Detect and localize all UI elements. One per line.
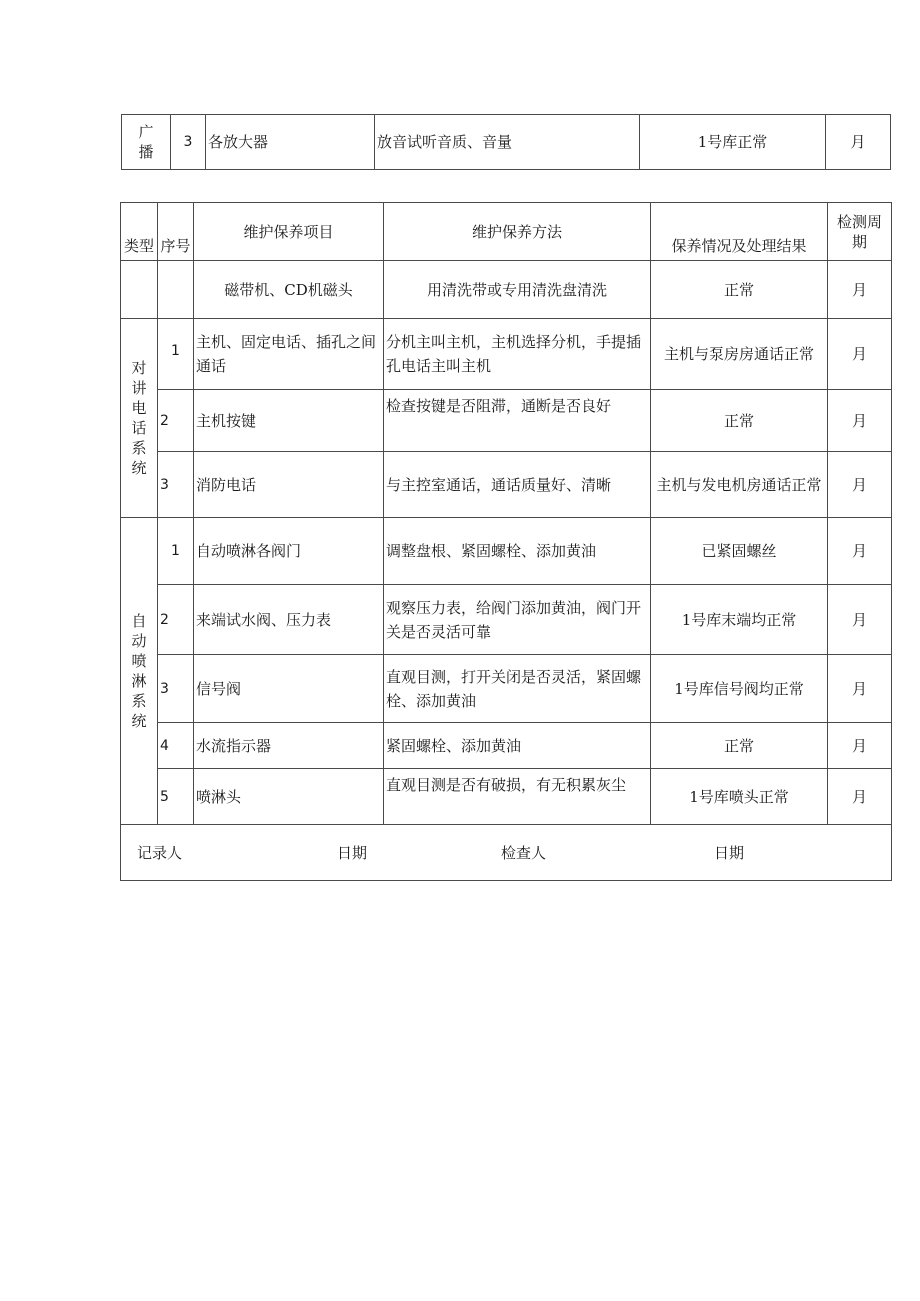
result-cell: 1号库信号阀均正常 <box>651 655 828 723</box>
method-cell: 直观目测是否有破损，有无积累灰尘 <box>384 769 651 825</box>
period-cell: 月 <box>828 452 892 518</box>
period-cell: 月 <box>828 723 892 769</box>
method-cell: 用清洗带或专用清洗盘清洗 <box>384 261 651 319</box>
method-cell: 观察压力表，给阀门添加黄油，阀门开关是否灵活可靠 <box>384 585 651 655</box>
method-cell: 直观目测，打开关闭是否灵活，紧固螺栓、添加黄油 <box>384 655 651 723</box>
method-cell: 与主控室通话，通话质量好、清晰 <box>384 452 651 518</box>
method-cell: 检查按键是否阻滞，通断是否良好 <box>384 390 651 452</box>
method-cell: 放音试听音质、音量 <box>375 115 640 170</box>
period-cell: 月 <box>828 769 892 825</box>
period-cell: 月 <box>828 319 892 390</box>
period-cell: 月 <box>828 518 892 585</box>
table-row <box>121 518 892 585</box>
intercom-type-cell: 对 讲 电 话 系 统 <box>121 319 158 518</box>
date-label: 日期 <box>714 844 745 862</box>
item-cell: 磁带机、CD机磁头 <box>194 261 384 319</box>
header-seq: 序号 <box>158 203 194 261</box>
footer-cell <box>121 825 892 881</box>
result-cell: 1号库末端均正常 <box>651 585 828 655</box>
seq-cell: 3 <box>158 452 194 518</box>
method-cell: 分机主叫主机，主机选择分机，手提插孔电话主叫主机 <box>384 319 651 390</box>
footer-row <box>121 825 892 881</box>
result-cell: 正常 <box>651 390 828 452</box>
result-cell: 主机与泵房房通话正常 <box>651 319 828 390</box>
item-cell: 自动喷淋各阀门 <box>194 518 384 585</box>
table-row <box>122 115 891 170</box>
method-cell: 紧固螺栓、添加黄油 <box>384 723 651 769</box>
seq-cell: 1 <box>158 319 194 390</box>
item-cell: 主机、固定电话、插孔之间通话 <box>194 319 384 390</box>
header-result: 保养情况及处理结果 <box>651 203 828 261</box>
result-cell: 正常 <box>651 261 828 319</box>
item-cell: 水流指示器 <box>194 723 384 769</box>
seq-cell: 4 <box>158 723 194 769</box>
checker-label: 检查人 <box>501 844 547 862</box>
header-method: 维护保养方法 <box>384 203 651 261</box>
maintenance-table <box>120 202 892 881</box>
period-cell: 月 <box>826 115 891 170</box>
seq-cell: 3 <box>158 655 194 723</box>
result-cell: 1号库喷头正常 <box>651 769 828 825</box>
sprinkler-type-cell: 自 动 喷 淋 系 统 <box>121 518 158 825</box>
table-row <box>121 723 892 769</box>
seq-cell: 3 <box>171 115 206 170</box>
table-row <box>121 585 892 655</box>
seq-cell: 1 <box>158 518 194 585</box>
method-cell: 调整盘根、紧固螺栓、添加黄油 <box>384 518 651 585</box>
result-cell: 已紧固螺丝 <box>651 518 828 585</box>
period-cell: 月 <box>828 390 892 452</box>
result-cell: 主机与发电机房通话正常 <box>651 452 828 518</box>
item-cell: 信号阀 <box>194 655 384 723</box>
header-item: 维护保养项目 <box>194 203 384 261</box>
table-row <box>121 452 892 518</box>
item-cell: 主机按键 <box>194 390 384 452</box>
result-cell: 正常 <box>651 723 828 769</box>
recorder-label: 记录人 <box>137 844 183 862</box>
seq-cell: 2 <box>158 585 194 655</box>
table-row <box>121 319 892 390</box>
header-period: 检测周 期 <box>828 203 892 261</box>
period-cell: 月 <box>828 655 892 723</box>
item-cell: 消防电话 <box>194 452 384 518</box>
date-label: 日期 <box>337 844 368 862</box>
table-row <box>121 390 892 452</box>
table-row <box>121 261 892 319</box>
seq-cell: 2 <box>158 390 194 452</box>
item-cell: 各放大器 <box>206 115 375 170</box>
header-row <box>121 203 892 261</box>
table-row <box>121 655 892 723</box>
type-cell: 广 播 <box>122 115 171 170</box>
type-cell <box>121 261 158 319</box>
header-type: 类型 <box>121 203 158 261</box>
period-cell: 月 <box>828 261 892 319</box>
table-row <box>121 769 892 825</box>
seq-cell <box>158 261 194 319</box>
period-cell: 月 <box>828 585 892 655</box>
item-cell: 喷淋头 <box>194 769 384 825</box>
seq-cell: 5 <box>158 769 194 825</box>
item-cell: 来端试水阀、压力表 <box>194 585 384 655</box>
broadcast-table <box>121 114 891 170</box>
result-cell: 1号库正常 <box>640 115 826 170</box>
